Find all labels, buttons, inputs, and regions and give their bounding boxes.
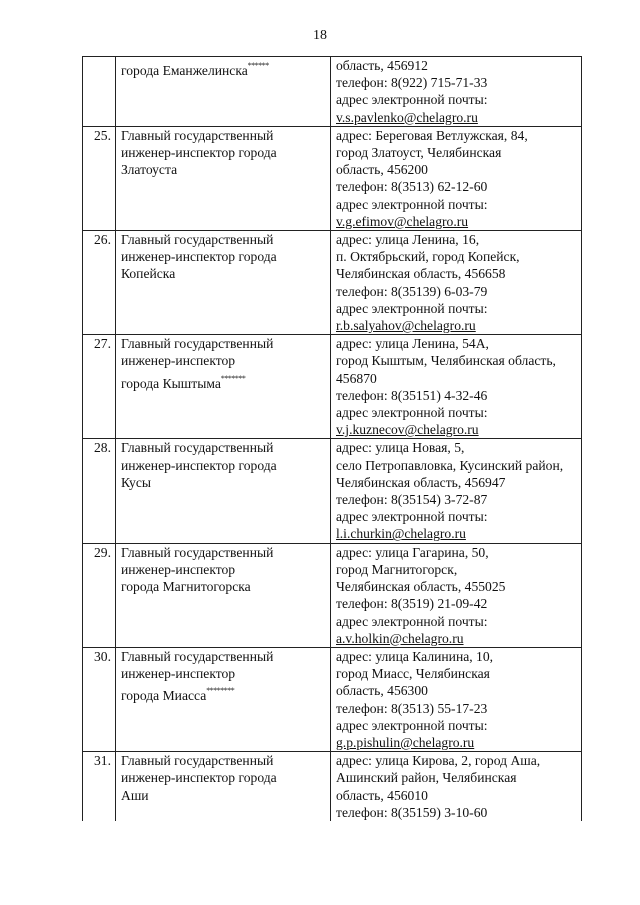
- position-title-line: [121, 127, 326, 144]
- row-number: 25.: [83, 126, 116, 230]
- position-title-line: [121, 787, 326, 804]
- address-line: Челябинская область, 456658: [336, 266, 506, 282]
- position-title-text: Главный государственный: [121, 127, 274, 143]
- phone-line: телефон: 8(35139) 6-03-79: [336, 283, 488, 299]
- row-number: 31.: [83, 752, 116, 821]
- email-label: адрес электронной почты:: [336, 717, 488, 733]
- position-title-line: [121, 474, 326, 491]
- email-label: адрес электронной почты:: [336, 300, 488, 316]
- position-title-text: Главный государственный: [121, 753, 274, 769]
- address-line: Челябинская область, 456947: [336, 474, 506, 490]
- table-row: [83, 231, 582, 335]
- contact-details: [331, 439, 582, 543]
- row-number: [83, 57, 116, 127]
- phone-line: телефон: 8(3513) 62-12-60: [336, 179, 488, 195]
- row-number: 30.: [83, 647, 116, 751]
- phone-line: телефон: 8(922) 715-71-33: [336, 75, 488, 91]
- position-title-line: [121, 439, 326, 456]
- row-number: 26.: [83, 231, 116, 335]
- position-title: [116, 543, 331, 647]
- email-address: v.j.kuznecov@chelagro.ru: [336, 422, 479, 438]
- table-row: [83, 647, 582, 751]
- position-title-text: Главный государственный: [121, 336, 274, 352]
- table-row: [83, 543, 582, 647]
- address-line: город Кыштым, Челябинская область,: [336, 353, 556, 369]
- position-title-text: Главный государственный: [121, 648, 274, 664]
- email-label: адрес электронной почты:: [336, 92, 488, 108]
- position-title-line: [121, 231, 326, 248]
- address-line: адрес: Береговая Ветлужская, 84,: [336, 127, 528, 143]
- position-title: [116, 647, 331, 751]
- position-title-line: [121, 752, 326, 769]
- position-title-line: [121, 544, 326, 561]
- position-title: [116, 126, 331, 230]
- contact-details: [331, 126, 582, 230]
- address-line: область, 456912: [336, 58, 428, 73]
- address-line: Челябинская область, 455025: [336, 579, 506, 595]
- position-title-line: [121, 57, 326, 79]
- position-title-text: Главный государственный: [121, 232, 274, 248]
- phone-line: телефон: 8(3513) 55-17-23: [336, 700, 488, 716]
- position-title-text: города Миасса: [121, 688, 207, 704]
- position-title-text: инженер-инспектор города: [121, 249, 277, 265]
- table-row: [83, 126, 582, 230]
- address-line: адрес: улица Ленина, 16,: [336, 232, 480, 248]
- table-row: [83, 57, 582, 127]
- email-address: g.p.pishulin@chelagro.ru: [336, 734, 475, 750]
- contact-details: [331, 752, 582, 821]
- position-title-line: [121, 370, 326, 392]
- phone-line: телефон: 8(35159) 3-10-60: [336, 804, 488, 820]
- phone-line: телефон: 8(35154) 3-72-87: [336, 492, 488, 508]
- position-title-text: Главный государственный: [121, 544, 274, 560]
- email-address: a.v.holkin@chelagro.ru: [336, 630, 464, 646]
- position-title-line: [121, 335, 326, 352]
- position-title-text: инженер-инспектор: [121, 561, 236, 577]
- position-title-text: инженер-инспектор: [121, 666, 236, 682]
- address-line: адрес: улица Гагарина, 50,: [336, 544, 489, 560]
- position-title: [116, 335, 331, 439]
- position-title-line: [121, 578, 326, 595]
- address-line: область, 456300: [336, 683, 428, 699]
- address-line: п. Октябрьский, город Копейск,: [336, 249, 520, 265]
- inspector-contacts-table: [82, 56, 582, 821]
- address-line: город Магнитогорск,: [336, 561, 458, 577]
- position-title-line: [121, 665, 326, 682]
- email-label: адрес электронной почты:: [336, 509, 488, 525]
- address-line: адрес: улица Кирова, 2, город Аша,: [336, 753, 541, 769]
- position-title-text: Златоуста: [121, 162, 178, 178]
- position-title-line: [121, 352, 326, 369]
- contact-details: [331, 57, 582, 127]
- email-address: l.i.churkin@chelagro.ru: [336, 526, 466, 542]
- position-title-text: города Еманжелинска: [121, 63, 248, 78]
- address-line: город Миасс, Челябинская: [336, 666, 490, 682]
- position-title-text: города Кыштыма: [121, 375, 221, 391]
- address-line: область, 456200: [336, 162, 428, 178]
- position-title-line: [121, 248, 326, 265]
- address-line: город Златоуст, Челябинская: [336, 145, 502, 161]
- email-address: v.s.pavlenko@chelagro.ru: [336, 109, 478, 125]
- row-number: 28.: [83, 439, 116, 543]
- phone-line: телефон: 8(3519) 21-09-42: [336, 596, 488, 612]
- position-title: [116, 752, 331, 821]
- position-title-text: Кусы: [121, 474, 152, 490]
- email-address: r.b.salyahov@chelagro.ru: [336, 318, 476, 334]
- position-title-line: [121, 161, 326, 178]
- position-title: [116, 439, 331, 543]
- table-row: [83, 439, 582, 543]
- position-title-line: [121, 144, 326, 161]
- email-label: адрес электронной почты:: [336, 613, 488, 629]
- position-title-text: инженер-инспектор города: [121, 770, 277, 786]
- row-number: 27.: [83, 335, 116, 439]
- table-body: [83, 57, 582, 821]
- address-line: Ашинский район, Челябинская: [336, 770, 517, 786]
- position-title-text: инженер-инспектор: [121, 353, 236, 369]
- position-title-text: Главный государственный: [121, 440, 274, 456]
- page-number: 18: [313, 28, 327, 43]
- table-row: [83, 335, 582, 439]
- footnote-marker: *******: [220, 373, 246, 383]
- position-title-line: [121, 769, 326, 786]
- position-title-line: [121, 648, 326, 665]
- position-title-text: Аши: [121, 787, 149, 803]
- address-line: адрес: улица Ленина, 54А,: [336, 336, 489, 352]
- address-line: село Петропавловка, Кусинский район,: [336, 457, 564, 473]
- address-line: область, 456010: [336, 787, 428, 803]
- footnote-marker: ******: [247, 61, 269, 70]
- position-title-text: Копейска: [121, 266, 176, 282]
- row-number: 29.: [83, 543, 116, 647]
- position-title: [116, 231, 331, 335]
- contact-details: [331, 231, 582, 335]
- position-title-text: инженер-инспектор города: [121, 457, 277, 473]
- email-label: адрес электронной почты:: [336, 196, 488, 212]
- email-address: v.g.efimov@chelagro.ru: [336, 213, 469, 229]
- position-title: [116, 57, 331, 127]
- position-title-line: [121, 457, 326, 474]
- table-row: [83, 752, 582, 821]
- position-title-line: [121, 561, 326, 578]
- position-title-text: инженер-инспектор города: [121, 145, 277, 161]
- address-line: адрес: улица Калинина, 10,: [336, 648, 494, 664]
- footnote-marker: ********: [206, 686, 235, 696]
- address-line: адрес: улица Новая, 5,: [336, 440, 465, 456]
- contact-details: [331, 647, 582, 751]
- position-title-text: города Магнитогорска: [121, 579, 251, 595]
- phone-line: телефон: 8(35151) 4-32-46: [336, 387, 488, 403]
- email-label: адрес электронной почты:: [336, 405, 488, 421]
- position-title-line: [121, 265, 326, 282]
- contact-details: [331, 543, 582, 647]
- address-line: 456870: [336, 370, 377, 386]
- contact-details: [331, 335, 582, 439]
- position-title-line: [121, 682, 326, 704]
